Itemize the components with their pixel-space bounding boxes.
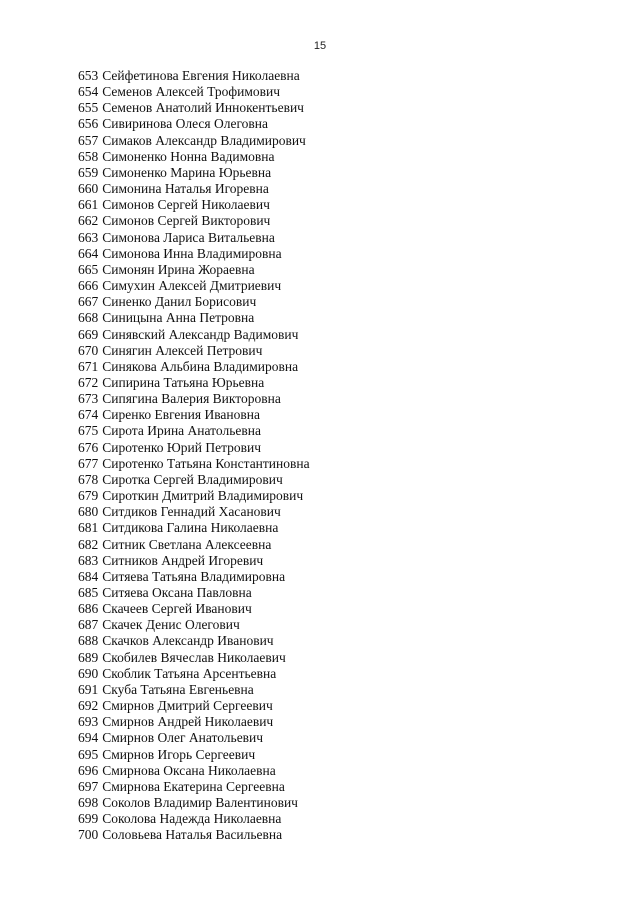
entry-number: 683	[78, 552, 99, 568]
entry-full-name: Сиренко Евгения Ивановна	[102, 407, 260, 423]
entry-number: 658	[78, 148, 99, 164]
entry-full-name: Сипягина Валерия Викторовна	[102, 391, 281, 407]
entry-full-name: Симаков Александр Владимирович	[102, 132, 306, 148]
entry-full-name: Сивиринова Олеся Олеговна	[102, 116, 269, 132]
entry-number: 666	[78, 278, 99, 294]
list-item	[78, 585, 310, 601]
list-item	[78, 197, 310, 213]
entry-number: 661	[78, 197, 99, 213]
entry-full-name: Симонян Ирина Жораевна	[102, 261, 255, 277]
entry-number: 660	[78, 181, 99, 197]
entry-full-name: Ситдиков Геннадий Хасанович	[102, 504, 281, 520]
entry-full-name: Смирнова Оксана Николаевна	[102, 762, 276, 778]
list-item	[78, 343, 310, 359]
entry-number: 678	[78, 471, 99, 487]
entry-number: 680	[78, 504, 99, 520]
list-item	[78, 278, 310, 294]
list-item	[78, 149, 310, 165]
list-item	[78, 456, 310, 472]
list-item	[78, 763, 310, 779]
entry-number: 669	[78, 326, 99, 342]
list-item	[78, 666, 310, 682]
list-item	[78, 310, 310, 326]
list-item	[78, 650, 310, 666]
entry-full-name: Соколов Владимир Валентинович	[102, 795, 298, 811]
list-item	[78, 68, 310, 84]
list-item	[78, 698, 310, 714]
list-item	[78, 246, 310, 262]
entry-number: 665	[78, 261, 99, 277]
entry-full-name: Сиротенко Татьяна Константиновна	[102, 455, 310, 471]
entry-number: 687	[78, 617, 99, 633]
entry-number: 675	[78, 423, 99, 439]
entry-number: 688	[78, 633, 99, 649]
list-item	[78, 262, 310, 278]
list-item	[78, 423, 310, 439]
entry-number: 655	[78, 100, 99, 116]
list-item	[78, 391, 310, 407]
list-item	[78, 811, 310, 827]
list-item	[78, 553, 310, 569]
list-item	[78, 730, 310, 746]
list-item	[78, 569, 310, 585]
entry-full-name: Симонов Сергей Николаевич	[102, 197, 270, 213]
list-item	[78, 213, 310, 229]
entry-full-name: Смирнов Дмитрий Сергеевич	[102, 698, 273, 714]
entry-full-name: Ситник Светлана Алексеевна	[102, 536, 272, 552]
entry-number: 674	[78, 407, 99, 423]
list-item	[78, 472, 310, 488]
list-item	[78, 827, 310, 843]
entry-number: 689	[78, 649, 99, 665]
entry-full-name: Ситяева Оксана Павловна	[102, 585, 252, 600]
entry-full-name: Синякова Альбина Владимировна	[102, 358, 299, 374]
entry-number: 670	[78, 342, 99, 358]
entry-full-name: Симухин Алексей Дмитриевич	[102, 278, 282, 294]
page-number: 15	[313, 40, 327, 52]
entry-full-name: Семенов Анатолий Иннокентьевич	[102, 100, 304, 116]
entry-number: 679	[78, 488, 99, 504]
entry-full-name: Сироткин Дмитрий Владимирович	[102, 488, 304, 504]
list-item	[78, 407, 310, 423]
list-item	[78, 116, 310, 132]
list-item	[78, 294, 310, 310]
list-item	[78, 520, 310, 536]
entry-number: 682	[78, 536, 99, 552]
list-item	[78, 617, 310, 633]
entry-full-name: Сипирина Татьяна Юрьевна	[102, 374, 265, 390]
entry-number: 664	[78, 245, 99, 261]
entry-number: 699	[78, 811, 99, 827]
entry-full-name: Симонов Сергей Викторович	[102, 213, 271, 229]
entry-full-name: Скачков Александр Иванович	[102, 633, 274, 649]
entry-full-name: Симоненко Марина Юрьевна	[102, 164, 272, 180]
entry-full-name: Симонина Наталья Игоревна	[102, 181, 269, 197]
entry-full-name: Скобилев Вячеслав Николаевич	[102, 649, 286, 665]
entry-number: 695	[78, 746, 99, 762]
entry-full-name: Скоблик Татьяна Арсентьевна	[102, 665, 277, 681]
entry-full-name: Синявский Александр Вадимович	[102, 326, 299, 342]
entry-full-name: Сейфетинова Евгения Николаевна	[102, 68, 300, 83]
entry-number: 673	[78, 391, 99, 407]
entry-full-name: Симонова Лариса Витальевна	[102, 229, 275, 245]
list-item	[78, 327, 310, 343]
entry-full-name: Симонова Инна Владимировна	[102, 245, 282, 261]
entry-number: 656	[78, 116, 99, 132]
entry-full-name: Ситяева Татьяна Владимировна	[102, 568, 286, 584]
list-item	[78, 537, 310, 553]
list-item	[78, 359, 310, 375]
entry-number: 662	[78, 213, 99, 229]
entry-full-name: Синягин Алексей Петрович	[102, 342, 263, 358]
entry-full-name: Семенов Алексей Трофимович	[102, 84, 281, 100]
list-item	[78, 779, 310, 795]
name-list	[78, 68, 310, 844]
entry-full-name: Смирнов Андрей Николаевич	[102, 714, 274, 730]
entry-number: 672	[78, 374, 99, 390]
entry-full-name: Скачек Денис Олегович	[102, 617, 240, 633]
list-item	[78, 747, 310, 763]
entry-full-name: Сиротка Сергей Владимирович	[102, 471, 283, 487]
list-item	[78, 440, 310, 456]
entry-full-name: Сиротенко Юрий Петрович	[102, 439, 262, 455]
entry-number: 694	[78, 730, 99, 746]
list-item	[78, 714, 310, 730]
entry-number: 663	[78, 229, 99, 245]
entry-full-name: Смирнов Олег Анатольевич	[102, 730, 264, 746]
entry-number: 657	[78, 132, 99, 148]
list-item	[78, 84, 310, 100]
entry-full-name: Смирнова Екатерина Сергеевна	[102, 778, 285, 794]
entry-number: 659	[78, 164, 99, 180]
list-item	[78, 488, 310, 504]
entry-number: 654	[78, 84, 99, 100]
entry-number: 685	[78, 585, 99, 600]
list-item	[78, 633, 310, 649]
entry-full-name: Синенко Данил Борисович	[102, 294, 257, 310]
entry-number: 692	[78, 698, 99, 714]
list-item	[78, 504, 310, 520]
entry-full-name: Синицына Анна Петровна	[102, 310, 255, 326]
entry-full-name: Смирнов Игорь Сергеевич	[102, 746, 256, 762]
entry-full-name: Ситдикова Галина Николаевна	[102, 520, 279, 536]
list-item	[78, 100, 310, 116]
entry-number: 676	[78, 439, 99, 455]
entry-number: 667	[78, 294, 99, 310]
entry-number: 681	[78, 520, 99, 536]
list-item	[78, 230, 310, 246]
entry-number: 693	[78, 714, 99, 730]
entry-number: 690	[78, 665, 99, 681]
entry-full-name: Симоненко Нонна Вадимовна	[102, 148, 275, 164]
list-item	[78, 682, 310, 698]
entry-number: 691	[78, 681, 99, 697]
list-item	[78, 375, 310, 391]
entry-number: 700	[78, 827, 99, 843]
entry-full-name: Ситников Андрей Игоревич	[102, 552, 264, 568]
list-item	[78, 133, 310, 149]
list-item	[78, 165, 310, 181]
entry-number: 668	[78, 310, 99, 326]
entry-full-name: Скачеев Сергей Иванович	[102, 601, 252, 617]
list-item	[78, 181, 310, 197]
list-item	[78, 601, 310, 617]
entry-number: 677	[78, 455, 99, 471]
entry-full-name: Сирота Ирина Анатольевна	[102, 423, 261, 439]
entry-number: 653	[78, 68, 99, 83]
entry-full-name: Скуба Татьяна Евгеньевна	[102, 681, 254, 697]
entry-number: 696	[78, 762, 99, 778]
entry-full-name: Соловьева Наталья Васильевна	[102, 827, 283, 843]
entry-number: 686	[78, 601, 99, 617]
entry-number: 671	[78, 358, 99, 374]
list-item	[78, 795, 310, 811]
entry-number: 684	[78, 568, 99, 584]
entry-number: 698	[78, 795, 99, 811]
entry-full-name: Соколова Надежда Николаевна	[102, 811, 282, 827]
entry-number: 697	[78, 778, 99, 794]
